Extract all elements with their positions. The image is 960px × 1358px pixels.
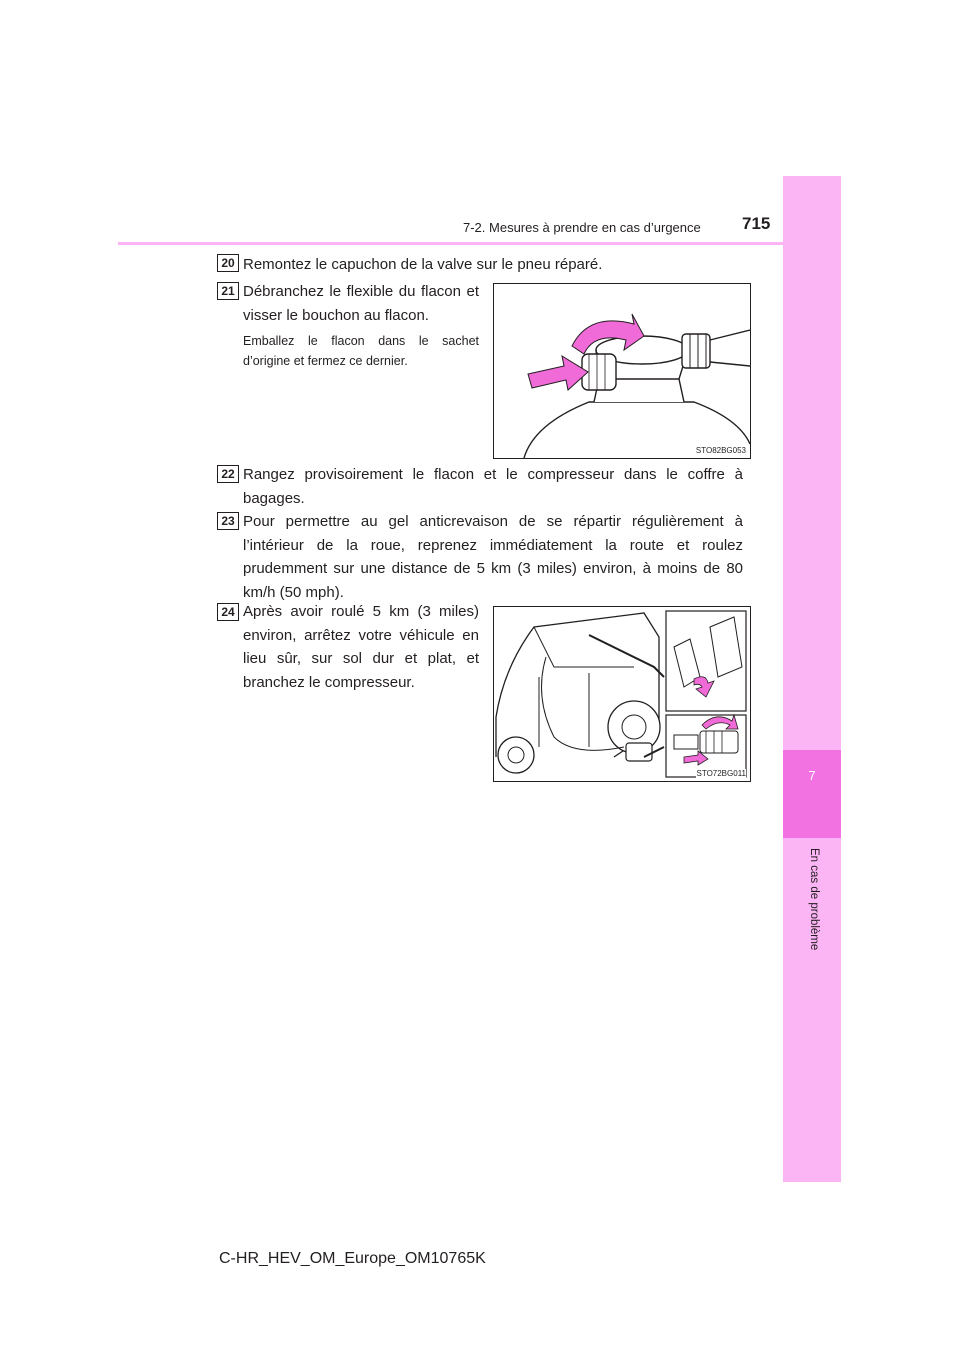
step-number-23: 23: [217, 512, 239, 530]
step-number-21: 21: [217, 282, 239, 300]
document-id: C-HR_HEV_OM_Europe_OM10765K: [219, 1250, 486, 1267]
car-compressor-illustration: [494, 607, 750, 781]
page-number: 715: [742, 214, 771, 233]
step-text-24: Après avoir roulé 5 km (3 miles) environ, arrêtez votre véhicule en lieu sûr, sur sol dur et plat, et branchez le compresseur.: [243, 603, 479, 691]
chapter-side-tab: [783, 176, 841, 1182]
push-arrow-icon: [528, 356, 588, 390]
step-text-23: Pour permettre au gel anticrevaison de se répartir régulièrement à l’intérieur de la roue, reprenez immédiatement la route et roulez prudemment sur une distance de 5 km (3 miles) environ, à moins de 80 km/h (50 mph).: [243, 513, 743, 601]
step-note-21: Emballez le flacon dans le sachet d’origine et fermez ce dernier.: [243, 334, 479, 368]
step-text-21: Débranchez le flexible du flacon et visser le bouchon au flacon.: [243, 283, 479, 324]
section-title: 7-2. Mesures à prendre en cas d’urgence: [463, 220, 701, 235]
bottle-cap-illustration: [494, 284, 750, 458]
step-number-20: 20: [217, 254, 239, 272]
chapter-number-tab: [783, 750, 841, 838]
figure-code: STO72BG011: [696, 769, 746, 778]
header-rule: [118, 242, 841, 245]
figure-bottle-cap: [493, 283, 751, 459]
figure-car-compressor: [493, 606, 751, 782]
step-number-24: 24: [217, 603, 239, 621]
figure-code: STO82BG053: [695, 446, 746, 455]
chapter-number: 7: [808, 768, 816, 783]
step-text-20: Remontez le capuchon de la valve sur le pneu réparé.: [243, 256, 603, 273]
chapter-label: En cas de problème: [808, 848, 820, 951]
step-text-22: Rangez provisoirement le flacon et le compresseur dans le coffre à bagages.: [243, 466, 743, 507]
step-number-22: 22: [217, 465, 239, 483]
